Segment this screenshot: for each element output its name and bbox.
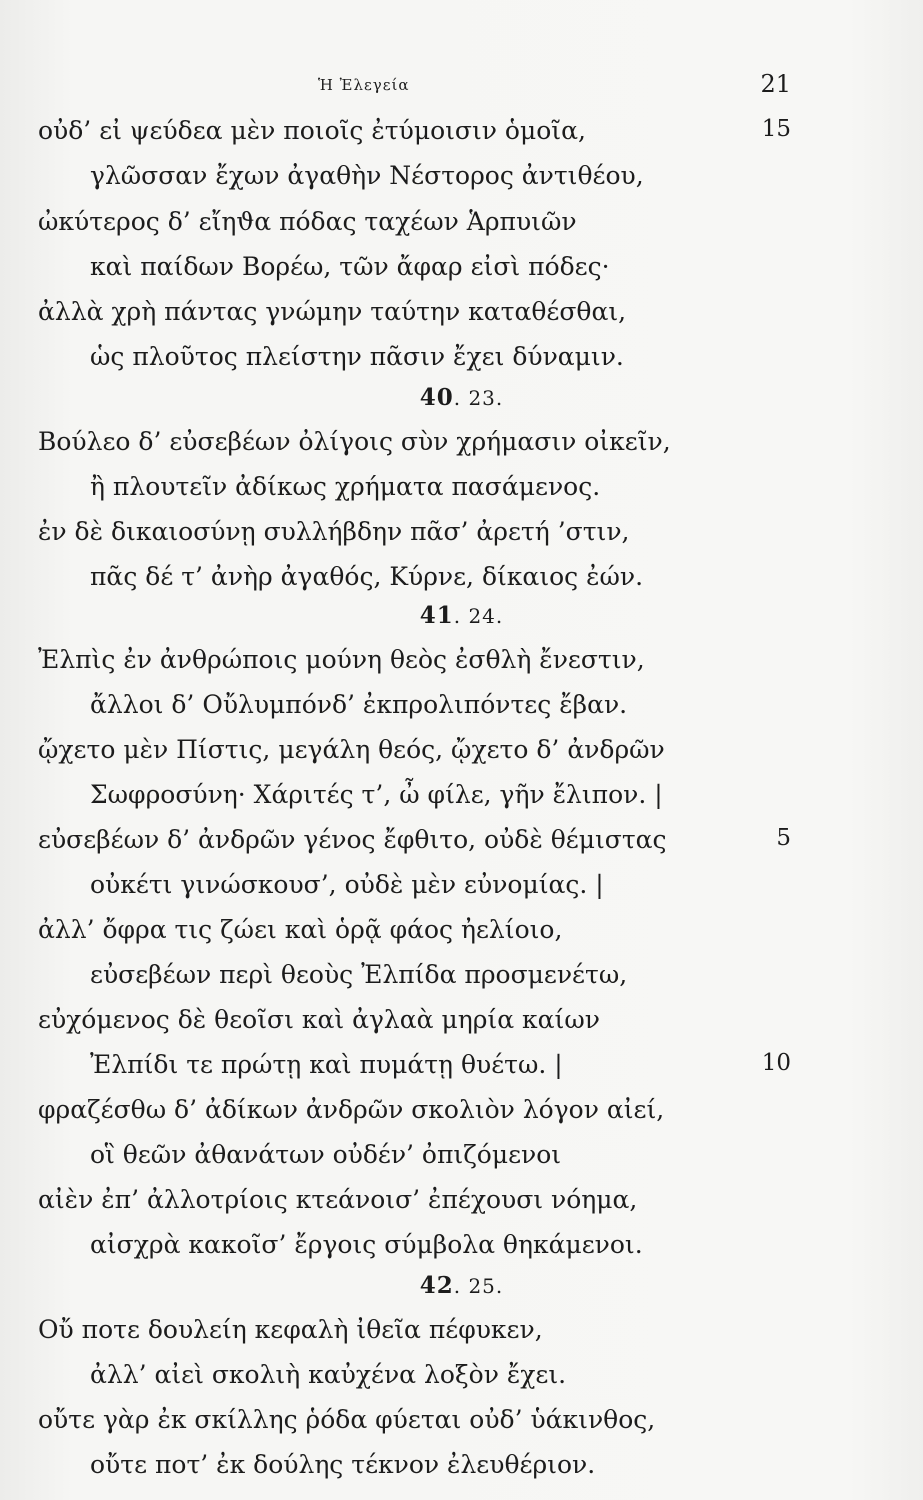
page-number: 21 [760, 70, 791, 98]
verse-line: ὠκύτερος δ’ εἴηϑα πόδας ταχέων Ἁρπυιῶν [38, 207, 577, 236]
poem-heading [0, 602, 923, 630]
poem-number: 42 [419, 1272, 454, 1299]
poem-heading [0, 384, 923, 412]
poem-reference: . 24. [453, 604, 504, 628]
poem-reference: . 25. [453, 1274, 504, 1298]
verse-line: εὐσεβέων περὶ θεοὺς Ἐλπίδα προσμενέτω, [90, 960, 628, 989]
verse-line: ἄλλοι δ’ Οὔλυμπόνδ’ ἐκπρολιπόντες ἔβαν. [90, 690, 628, 719]
verse-line: ἐν δὲ δικαιοσύνῃ συλλήβδην πᾶσ’ ἀρετή ’στιν, [38, 517, 630, 546]
verse-line: αἰὲν ἐπ’ ἀλλοτρίοις κτεάνοισ’ ἐπέχουσι νόημα, [38, 1185, 638, 1214]
verse-line: πᾶς δέ τ’ ἀνὴρ ἀγαθός, Κύρνε, δίκαιος ἐών. [90, 562, 644, 591]
verse-line: Βούλεο δ’ εὐσεβέων ὀλίγοις σὺν χρήμασιν οἰκεῖν, [38, 427, 671, 456]
verse-line: γλῶσσαν ἔχων ἀγαθὴν Νέστορος ἀντιθέου, [90, 161, 644, 190]
verse-line: καὶ παίδων Βορέω, τῶν ἄφαρ εἰσὶ πόδες· [90, 252, 610, 281]
verse-line: φραζέσθω δ’ ἀδίκων ἀνδρῶν σκολιὸν λόγον αἰεί, [38, 1095, 665, 1124]
verse-line: Ἐλπὶς ἐν ἀνθρώποις μούνη θεὸς ἐσθλὴ ἔνεστιν, [38, 645, 645, 674]
verse-line: αἰσχρὰ κακοῖσ’ ἔργοις σύμβολα θηκάμενοι. [90, 1230, 643, 1259]
verse-line: Ἐλπίδι τε πρώτῃ καὶ πυμάτῃ θυέτω. | [90, 1050, 563, 1079]
poem-reference: . 23. [453, 386, 504, 410]
verse-line: Οὔ ποτε δουλείη κεφαλὴ ἰθεῖα πέφυκεν, [38, 1315, 543, 1344]
verse-line: οὔτε ποτ’ ἐκ δούλης τέκνον ἐλευθέριον. [90, 1450, 596, 1479]
line-number: 5 [776, 825, 791, 851]
verse-line: εὐσεβέων δ’ ἀνδρῶν γένος ἔφθιτο, οὐδὲ θέμιστας [38, 825, 667, 854]
verse-line: ἀλλ’ αἰεὶ σκολιὴ καὐχένα λοξὸν ἔχει. [90, 1360, 567, 1389]
verse-line: οἳ θεῶν ἀθανάτων οὐδέν’ ὀπιζόμενοι [90, 1140, 562, 1169]
verse-line: Σωφροσύνη· Χάριτές τ’, ὦ φίλε, γῆν ἔλιπον. | [90, 780, 663, 809]
poem-number: 40 [419, 384, 454, 411]
line-number: 10 [761, 1050, 791, 1076]
poem-heading [0, 1272, 923, 1300]
verse-line: οὔτε γὰρ ἐκ σκίλλης ῥόδα φύεται οὐδ’ ὑάκινθος, [38, 1405, 656, 1434]
verse-line: ἀλλ’ ὄφρα τις ζώει καὶ ὁρᾷ φάος ἠελίοιο, [38, 915, 563, 944]
verse-line: οὐδ’ εἰ ψεύδεα μὲν ποιοῖς ἐτύμοισιν ὁμοῖα, [38, 116, 586, 145]
running-title: Ἡ Ἐλεγεία [318, 76, 410, 94]
verse-line: ἀλλὰ χρὴ πάντας γνώμην ταύτην καταθέσθαι, [38, 297, 627, 326]
verse-line: ὡς πλοῦτος πλείστην πᾶσιν ἔχει δύναμιν. [90, 342, 624, 371]
poem-number: 41 [419, 602, 454, 629]
verse-line: εὐχόμενος δὲ θεοῖσι καὶ ἀγλαὰ μηρία καίων [38, 1005, 600, 1034]
verse-line: οὐκέτι γινώσκουσ’, οὐδὲ μὲν εὐνομίας. | [90, 870, 604, 899]
line-number: 15 [761, 116, 791, 142]
verse-line: ᾤχετο μὲν Πίστις, μεγάλη θεός, ᾤχετο δ’ ἀνδρῶν [38, 735, 665, 764]
verse-line: ἢ πλουτεῖν ἀδίκως χρήματα πασάμενος. [90, 472, 601, 501]
running-head [0, 70, 923, 100]
